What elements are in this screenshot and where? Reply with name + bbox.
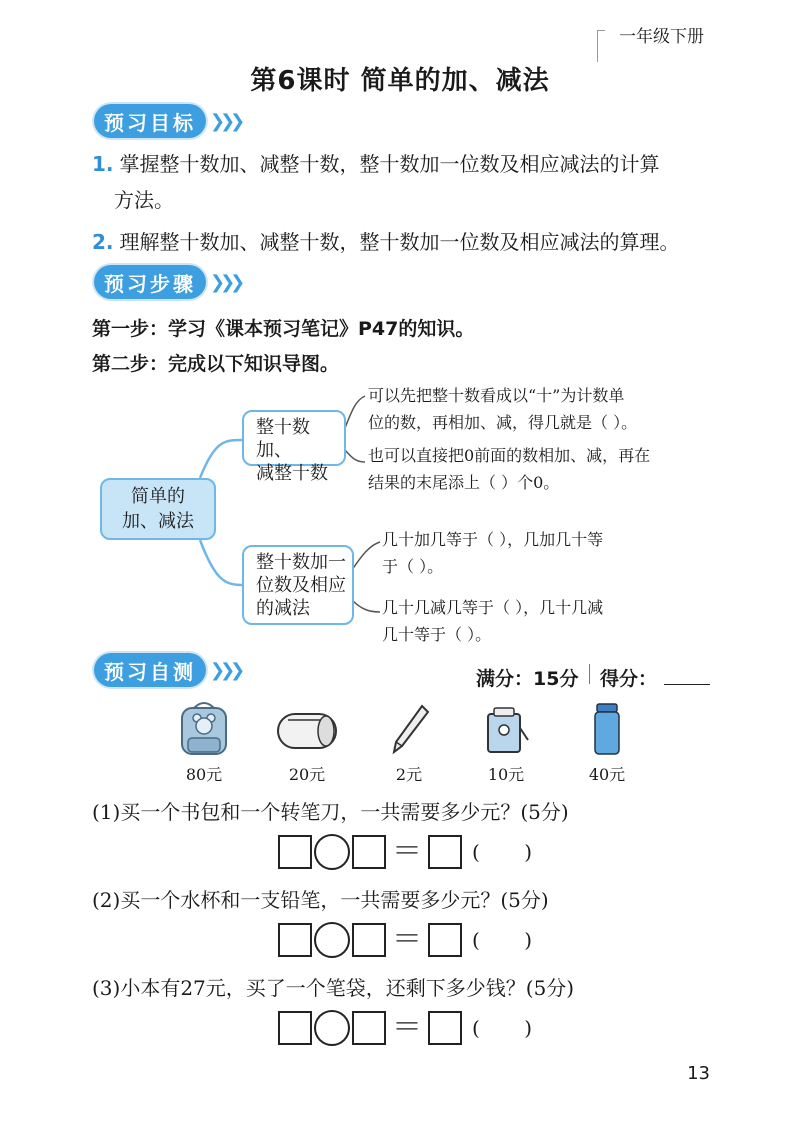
- result-box[interactable]: [428, 923, 462, 957]
- question-1: (1)买一个书包和一个转笔刀，一共需要多少元？(5分): [92, 800, 569, 824]
- mindmap-branch-2: [242, 545, 354, 625]
- operator-circle[interactable]: [314, 1010, 350, 1046]
- score-divider: [589, 664, 590, 684]
- unit-blank[interactable]: ( ): [472, 928, 533, 952]
- steps-badge-label: 预习步骤: [94, 265, 206, 299]
- score-blank[interactable]: [664, 684, 710, 685]
- goal-text: 掌握整十数加、减整十数，整十数加一位数及相应减法的计算: [119, 152, 660, 176]
- leaf-1-1: [368, 382, 637, 436]
- page-number: 13: [687, 1063, 710, 1084]
- goal-text: 理解整十数加、减整十数，整十数加一位数及相应减法的算理。: [119, 230, 680, 254]
- pencil-icon: [386, 700, 432, 758]
- leaf-2-2: [382, 594, 603, 648]
- answer-row-3: [278, 1010, 532, 1046]
- answer-box[interactable]: [278, 923, 312, 957]
- item-price: 20元: [288, 765, 326, 784]
- result-box[interactable]: [428, 835, 462, 869]
- branch-line: 减整十数: [256, 463, 328, 484]
- leaf-line: 于（ ）。: [382, 557, 444, 576]
- operator-circle[interactable]: [314, 834, 350, 870]
- answer-row-2: [278, 922, 532, 958]
- answer-box[interactable]: [352, 835, 386, 869]
- leaf-line: 也可以直接把0前面的数相加、减，再在: [368, 446, 651, 465]
- leaf-line: 几十加几等于（ ），几加几十等: [382, 530, 604, 549]
- lesson-title: 第6课时 简单的加、减法: [250, 66, 550, 96]
- goal-text-cont: 方法。: [114, 188, 174, 212]
- leaf-line: 结果的末尾添上（ ）个0。: [368, 473, 560, 492]
- item-price: 10元: [487, 765, 525, 784]
- answer-box[interactable]: [278, 1011, 312, 1045]
- item-sharpener: [478, 700, 534, 785]
- goal-number: 1.: [92, 152, 114, 176]
- question-3: (3)小本有27元，买了一个笔袋，还剩下多少钱？(5分): [92, 976, 575, 1000]
- item-water-cup: [582, 700, 632, 785]
- goals-badge-label: 预习目标: [94, 104, 206, 138]
- item-price: 80元: [185, 765, 223, 784]
- arrows-icon: ❯❯❯: [210, 110, 241, 132]
- water-cup-icon: [589, 700, 625, 758]
- goal-number: 2.: [92, 230, 114, 254]
- equals-sign: ＝: [392, 1010, 422, 1045]
- branch-line: 位数及相应: [256, 575, 346, 596]
- leaf-2-1: [382, 526, 603, 580]
- leaf-line: 位的数，再相加、减，得几就是（ ）。: [368, 413, 638, 432]
- answer-box[interactable]: [352, 923, 386, 957]
- item-pencil-case: [272, 700, 342, 785]
- root-line: 加、减法: [122, 511, 194, 532]
- got-score-label: 得分：: [600, 668, 658, 690]
- question-2: (2)买一个水杯和一支铅笔，一共需要多少元？(5分): [92, 888, 549, 912]
- branch-line: 的减法: [256, 598, 310, 619]
- branch-line: 整十数加一: [256, 552, 346, 573]
- step-2: 第二步：完成以下知识导图。: [92, 353, 340, 375]
- equals-sign: ＝: [392, 922, 422, 957]
- root-line: 简单的: [131, 486, 185, 507]
- leaf-1-2: [368, 442, 650, 496]
- unit-blank[interactable]: ( ): [472, 840, 533, 864]
- branch-line: 整十数加、: [256, 417, 310, 461]
- pencil-sharpener-icon: [480, 700, 532, 758]
- equals-sign: ＝: [392, 834, 422, 869]
- test-badge-label: 预习自测: [94, 653, 206, 687]
- step-1: 第一步：学习《课本预习笔记》P47的知识。: [92, 318, 475, 340]
- test-badge: [94, 653, 240, 687]
- item-price: 40元: [588, 765, 626, 784]
- answer-row-1: [278, 834, 532, 870]
- mindmap-root: [100, 478, 216, 540]
- grade-label: 一年级下册: [619, 27, 704, 47]
- leaf-line: 几十几减几等于（ ），几十几减: [382, 598, 604, 617]
- leaf-line: 几十等于（ ）。: [382, 625, 492, 644]
- answer-box[interactable]: [278, 835, 312, 869]
- unit-blank[interactable]: ( ): [472, 1016, 533, 1040]
- mindmap-branch-1: [242, 410, 346, 484]
- item-price: 2元: [395, 765, 423, 784]
- result-box[interactable]: [428, 1011, 462, 1045]
- operator-circle[interactable]: [314, 922, 350, 958]
- arrows-icon: ❯❯❯: [210, 271, 241, 293]
- pencil-case-icon: [274, 700, 340, 758]
- item-backpack: [172, 700, 236, 785]
- leaf-line: 可以先把整十数看成以“十”为计数单: [368, 386, 625, 405]
- backpack-icon: [176, 700, 232, 758]
- answer-box[interactable]: [352, 1011, 386, 1045]
- arrows-icon: ❯❯❯: [210, 659, 241, 681]
- full-score: 满分：15分: [476, 668, 579, 690]
- item-pencil: [384, 700, 434, 785]
